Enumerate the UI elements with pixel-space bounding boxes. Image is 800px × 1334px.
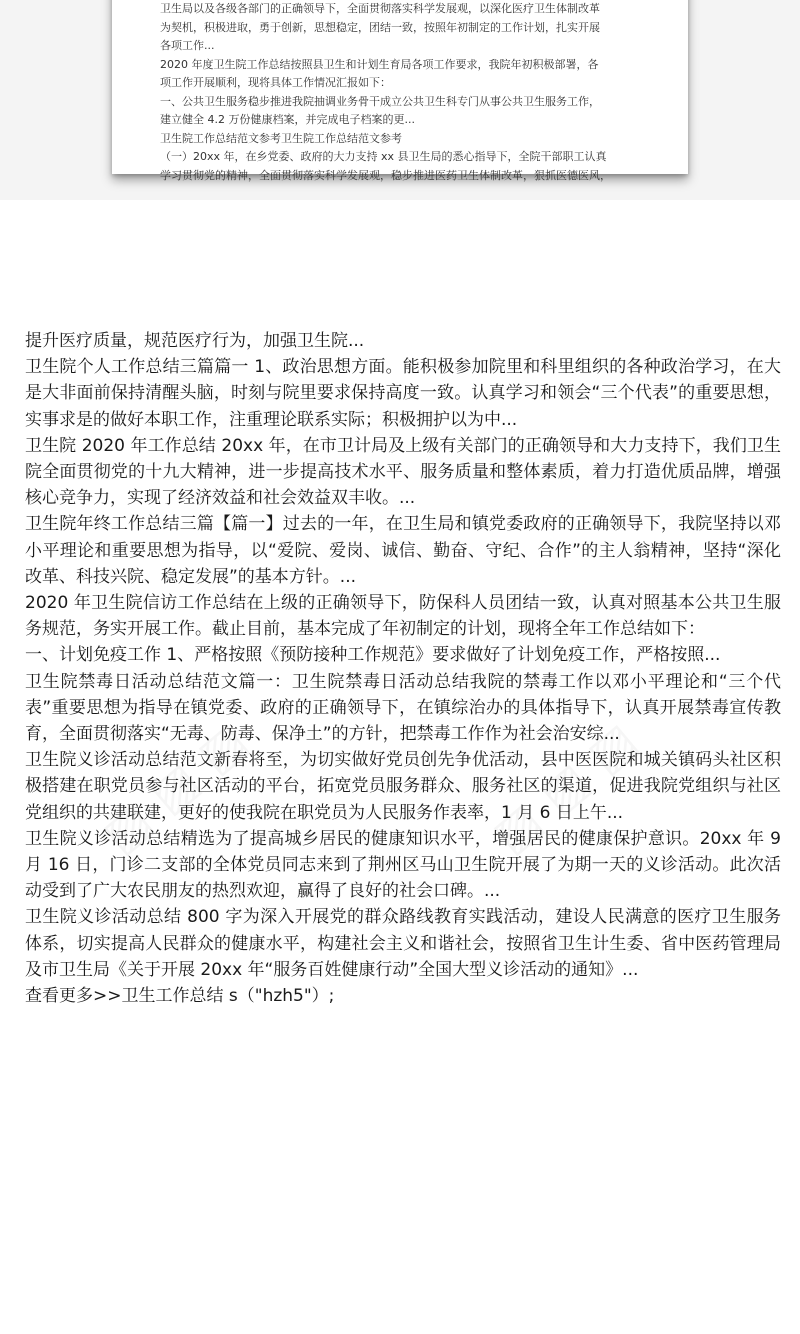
article-paragraph: 卫生院义诊活动总结范文新春将至，为切实做好党员创先争优活动，县中医医院和城关镇码头社区积极搭建在职党员参与社区活动的平台，拓宽党员服务群众、服务社区的渠道，促进我院党组织与社区党组织的共建联建，更好的使我院在职党员为人民服务作表率，1 月 6 日上午... (25, 750, 781, 823)
preview-line: 2020 年度卫生院工作总结按照县卫生和计划生育局各项工作要求，我院年初积极部署，各 (160, 57, 599, 71)
article-paragraph: 提升医疗质量，规范医疗行为，加强卫生院... (25, 331, 365, 351)
article-body (25, 328, 781, 1009)
article-paragraph: 卫生院 2020 年工作总结 20xx 年，在市卫计局及上级有关部门的正确领导和大力支持下，我们卫生院全面贯彻党的十九大精神，进一步提高技术水平、服务质量和整体素质，着力打造优质品牌，增强核心竞争力，实现了经济效益和社会效益双丰收。... (25, 435, 781, 509)
preview-line: 为契机，积极进取，勇于创新，思想稳定，团结一致，按照年初制定的工作计划，扎实开展 (160, 20, 600, 34)
article-paragraph: 卫生院义诊活动总结 800 字为深入开展党的群众路线教育实践活动，建设人民满意的医疗卫生服务体系，切实提高人民群众的健康水平，构建社会主义和谐社会，按照省卫生计生委、省中医药管理局及市卫生局《关于开展 20xx 年“服务百姓健康行动”全国大型义诊活动的通知》... (25, 907, 781, 980)
preview-line: 建立健全 4.2 万份健康档案，并完成电子档案的更... (160, 113, 415, 126)
article-paragraph: 2020 年卫生院信访工作总结在上级的正确领导下，防保科人员团结一致，认真对照基本公共卫生服务规范，务实开展工作。截止目前，基本完成了年初制定的计划，现将全年工作总结如下： (25, 593, 781, 640)
article-paragraph: 卫生院禁毒日活动总结范文篇一：卫生院禁毒日活动总结我院的禁毒工作以邓小平理论和“三个代表”重要思想为指导在镇党委、政府的正确领导下，在镇综治办的具体指导下，认真开展禁毒宣传教育，全面贯彻落实“无毒、防毒、保净土”的方针，把禁毒工作作为社会治安综... (25, 671, 781, 745)
document-preview-area (0, 0, 800, 200)
document-preview-card[interactable] (112, 0, 688, 182)
article-paragraph: 卫生院个人工作总结三篇篇一 1、政治思想方面。能积极参加院里和科里组织的各种政治学习，在大是大非面前保持清醒头脑，时刻与院里要求保持高度一致。认真学习和领会“三个代表”的重要思想，实事求是的做好本职工作，注重理论联系实际；积极拥护以为中... (25, 357, 781, 430)
preview-line: （一）20xx 年，在乡党委、政府的大力支持 xx 县卫生局的悉心指导下，全院干部职工认真 (160, 150, 607, 163)
preview-line: 一、公共卫生服务稳步推进我院抽调业务骨干成立公共卫生科专门从事公共卫生服务工作， (160, 94, 600, 108)
preview-line: 项工作开展顺利，现将具体工作情况汇报如下： (160, 76, 391, 89)
preview-line: 卫生局以及各级各部门的正确领导下，全面贯彻落实科学发展观，以深化医疗卫生体制改革 (160, 2, 600, 15)
preview-line: 卫生院工作总结范文参考卫生院工作总结范文参考 (160, 131, 402, 145)
preview-line: 各项工作... (160, 39, 215, 52)
article-paragraph: 卫生院年终工作总结三篇【篇一】过去的一年，在卫生局和镇党委政府的正确领导下，我院坚持以邓小平理论和重要思想为指导，以“爱院、爱岗、诚信、勤奋、守纪、合作”的主人翁精神，坚持“深化改革、科技兴院、稳定发展”的基本方针。... (25, 514, 781, 587)
article-paragraph: 一、计划免疫工作 1、严格按照《预防接种工作规范》要求做好了计划免疫工作，严格按照... (25, 645, 721, 666)
document-preview-text (160, 0, 650, 185)
preview-line: 学习贯彻党的精神，全面贯彻落实科学发展观，稳步推进医药卫生体制改革，狠抓医德医风， (160, 168, 611, 182)
view-more-link[interactable]: 查看更多>>卫生工作总结 s（"hzh5"）; (25, 986, 335, 1007)
article-paragraph: 卫生院义诊活动总结精选为了提高城乡居民的健康知识水平，增强居民的健康保护意识。20xx 年 9 月 16 日，门诊二支部的全体党员同志来到了荆州区马山卫生院开展了为期一天的义诊活动。此次活动受到了广大农民朋友的热烈欢迎，赢得了良好的社会口碑。... (25, 828, 782, 902)
